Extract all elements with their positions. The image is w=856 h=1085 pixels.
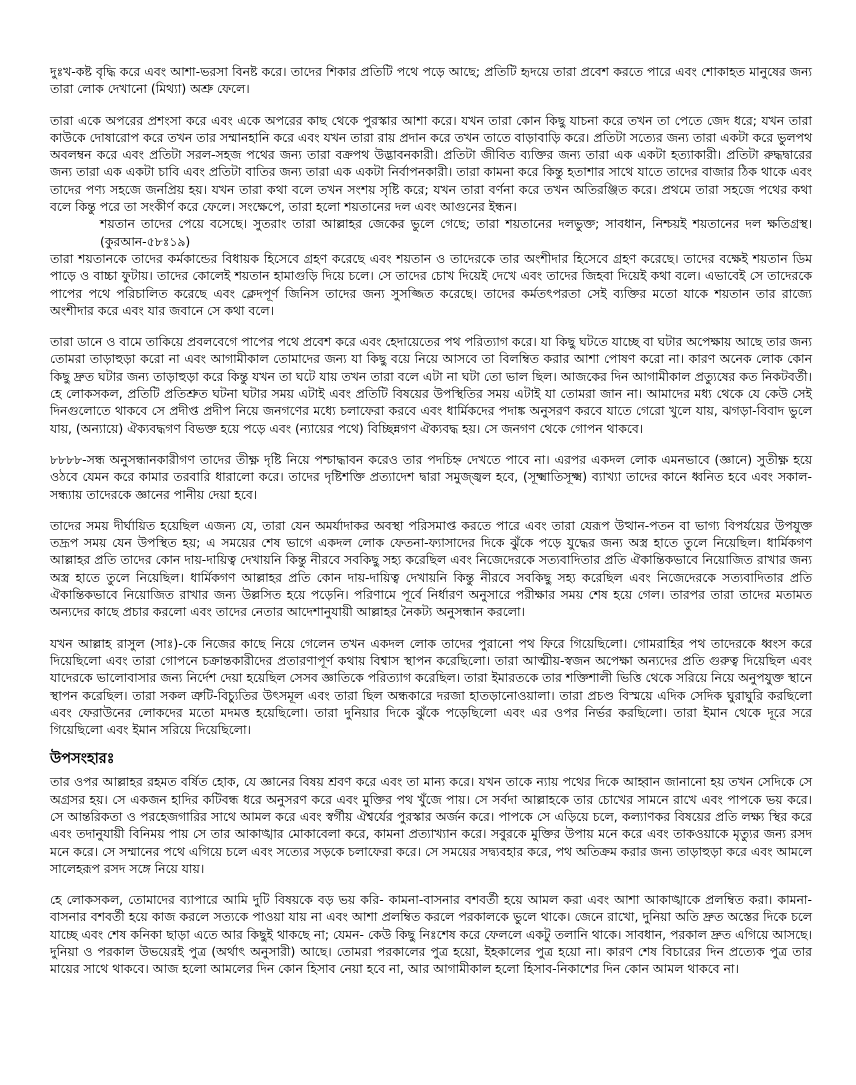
paragraph-9: হে লোকসকল, তোমাদের ব্যাপারে আমি দুটি বিষয়কে বড় ভয় করি- কামনা-বাসনার বশবর্তী হয়ে আমল করা এবং আশা আকাঙ্খাকে প্রলম্বিত করা। কামনা-বাসনার বশবর্তী হয়ে কাজ করলে সত্যকে পাওয়া যায় না এবং আশা প্রলম্বিত করলে পরকালকে ভুলে থাকে। জেনে রাখো, দুনিয়া অতি দ্রুত অস্তের দিকে চলে যাচ্ছে এবং শেষ কনিকা ছাড়া এতে আর কিছুই থাকছে না; যেমন- কেউ কিছু নিঃশেষ করে ফেললে একটু তলানি থাকে। সাবধান, পরকাল দ্রুত এগিয়ে আসছে। দুনিয়া ও পরকাল উভয়েরই পুত্র (অর্থাৎ অনুসারী) আছে। তোমরা পরকালের পুত্র হয়ো, ইহকালের পুত্র হয়ো না। কারণ শেষ বিচারের দিন প্রত্যেক পুত্র তার মায়ের সাথে থাকবে। আজ হলো আমলের দিন কোন হিসাব নেয়া হবে না, আর আগামীকাল হলো হিসাব-নিকাশের দিন কোন আমল থাকবে না। xyxy=(50,892,812,977)
paragraph-2: তারা একে অপরের প্রশংসা করে এবং একে অপরের কাছ থেকে পুরস্কার আশা করে। যখন তারা কোন কিছু যাচনা করে তখন তা পেতে জেদ ধরে; যখন তারা কাউকে দোষারোপ করে তখন তার সম্মানহানি করে এবং যখন তারা রায় প্রদান করে তখন তাতে বাড়াবাড়ি করে। প্রতিটা সত্যের জন্য তারা একটা করে ভুলপথ অবলম্বন করে এবং প্রতিটা সরল-সহজ পথের জন্য তারা বক্রপথ উদ্ভাবনকারী। প্রতিটা জীবিত ব্যক্তির জন্য তারা এক একটা হত্যাকারী। প্রতিটা রুদ্ধদ্বারের জন্য তারা এক একটা চাবি এবং প্রতিটা বাতির জন্য তারা এক একটা নির্বাপনকারী। তারা কামনা করে কিন্তু হতাশার সাথে যাতে তাদের বাজার ঠিক থাকে এবং তাদের পণ্য সহজে জনপ্রিয় হয়। যখন তারা কথা বলে তখন সংশয় সৃষ্টি করে; যখন তারা বর্ণনা করে তখন অতিরঞ্জিত করে। প্রথমে তারা সহজে পথের কথা বলে কিন্তু পরে তা সংকীর্ণ করে ফেলে। সংক্ষেপে, তারা হলো শয়তানের দল এবং আগুনের ইন্ধন। xyxy=(50,112,812,215)
quran-quote: শয়তান তাদের পেয়ে বসেছে। সুতরাং তারা আল্লাহর জেকের ভুলে গেছে; তারা শয়তানের দলভুক্ত; সাবধান, নিশ্চয়ই শয়তানের দল ক্ষতিগ্রস্থ। (কুরআন-৫৮ঃ১৯) xyxy=(100,216,812,249)
paragraph-1: দুঃখ-কষ্ট বৃদ্ধি করে এবং আশা-ভরসা বিনষ্ট করে। তাদের শিকার প্রতিটি পথে পড়ে আছে; প্রতিটি হৃদয়ে তারা প্রবেশ করতে পারে এবং শোকাহত মানুষের জন্য তারা লোক দেখানো (মিথ্যা) অশ্রু ফেলে। xyxy=(50,64,812,97)
paragraph-3: তারা শয়তানকে তাদের কর্মকান্ডের বিধায়ক হিসেবে গ্রহণ করেছে এবং শয়তান ও তাদেরকে তার অংশীদার হিসেবে গ্রহণ করেছে। তাদের বক্ষেই শয়তান ডিম পাড়ে ও বাচ্চা ফুটায়। তাদের কোলেই শয়তান হামাগুড়ি দিয়ে চলে। সে তাদের চোখ দিয়েই দেখে এবং তাদের জিহবা দিয়েই কথা বলে। এভাবেই সে তাদেরকে পাপের পথে পরিচালিত করেছে এবং ক্লেদপূর্ণ জিনিস তাদের জন্য সুসজ্জিত করেছে। তাদের কর্মতৎপরতা সেই ব্যক্তির মতো যাকে শয়তান তার রাজ্যে অংশীদার করে এবং যার জবানে সে কথা বলে। xyxy=(50,250,812,318)
paragraph-6: তাদের সময় দীর্ঘায়িত হয়েছিল এজন্য যে, তারা যেন অমর্যাদাকর অবস্থা পরিসমাপ্ত করতে পারে এবং তারা যেরূপ উত্থান-পতন বা ভাগ্য বিপর্যয়ের উপযুক্ত তদ্রূপ সময় যেন উপস্থিত হয়; এ সময়ের শেষ ভাগে একদল লোক ফেতনা-ফ্যাসাদের দিকে ঝুঁকে পড়ে যুদ্ধের জন্য অস্ত্র হাতে তুলে নিয়েছিল। ধার্মিকগণ আল্লাহর প্রতি তাদের কোন দায়-দায়িত্ব দেখায়নি কিন্তু নীরবে সবকিছু সহ্য করেছিল এবং নিজেদেরকে সত্যবাদিতার প্রতি ঐকান্তিকভাবে নিয়োজিত রাখার জন্য অস্ত্র হাতে তুলে নিয়েছিল। ধার্মিকগণ আল্লাহর প্রতি কোন দায়-দায়িত্ব দেখায়নি কিন্তু নীরবে সবকিছু সহ্য করেছিল এবং নিজেদেরকে সত্যবাদিতার প্রতি ঐকান্তিকভাবে নিয়োজিত রাখার জন্য উল্লসিত হয়ে পড়েনি। পরিণামে পূর্বে নির্ধারণ অনুসারে পরীক্ষার সময় শেষ হয়ে গেল। তারপর তারা তাদের মতামত অন্যদের কাছে প্রচার করলো এবং তাদের নেতার আদেশানুযায়ী আল্লাহর নৈকট্য অনুসন্ধান করলো। xyxy=(50,517,812,620)
conclusion-heading: উপসংহারঃ xyxy=(50,751,115,768)
paragraph-4: তারা ডানে ও বামে তাকিয়ে প্রবলবেগে পাপের পথে প্রবেশ করে এবং হেদায়েতের পথ পরিত্যাগ করে। যা কিছু ঘটতে যাচ্ছে বা ঘটার অপেক্ষায় আছে তার জন্য তোমরা তাড়াহুড়া করো না এবং আগামীকাল তোমাদের জন্য যা কিছু বয়ে নিয়ে আসবে তা বিলম্বিত করার আশা পোষণ করো না। কারণ অনেক লোক কোন কিছু দ্রুত ঘটার জন্য তাড়াহুড়া করে কিন্তু যখন তা ঘটে যায় তখন তারা বলে এটা না ঘটা তো ভাল ছিল। আজকের দিন আগামীকাল প্রত্যুষের কত নিকটবর্তী। হে লোকসকল, প্রতিটি প্রতিশ্রুত ঘটনা ঘটার সময় এটাই এবং প্রতিটি বিষয়ের উপস্থিতির সময় এটাই যা তোমরা জান না। আমাদের মধ্য থেকে যে কেউ সেই দিনগুলোতে থাকবে সে প্রদীপ্ত প্রদীপ নিয়ে জনগণের মধ্যে চলাফেরা করবে এবং ধার্মিকদের পদাঙ্ক অনুসরণ করবে যাতে গেরো খুলে যায়, ঝগড়া-বিবাদ ভুলে যায়, (অন্যায়ে) ঐক্যবদ্ধগণ বিভক্ত হয়ে পড়ে এবং (ন্যায়ের পথে) বিচ্ছিন্নগণ ঐক্যবদ্ধ হয়। সে জনগণ থেকে গোপন থাকবে। xyxy=(50,334,812,436)
paragraph-5: ৮৮৮৮-সন্ধ অনুসন্ধানকারীগণ তাদের তীক্ষ্ণ দৃষ্টি নিয়ে পশ্চাদ্ধাবন করেও তার পদচিহ্ন দেখতে পাবে না। এরপর একদল লোক এমনভাবে (জ্ঞানে) সুতীক্ষ্ণ হয়ে ওঠবে যেমন করে কামার তরবারি ধারালো করে। তাদের দৃষ্টিশক্তি প্রত্যাদেশ দ্বারা সমুজ্জ্বল হবে, (সূক্ষ্মাতিসূক্ষ্ম) ব্যাখ্যা তাদের কানে ধ্বনিত হবে এবং সকাল-সন্ধ্যায় তাদেরকে জ্ঞানের পানীয় দেয়া হবে। xyxy=(50,451,812,502)
paragraph-7: যখন আল্লাহ রাসুল (সাঃ)-কে নিজের কাছে নিয়ে গেলেন তখন একদল লোক তাদের পুরানো পথ ফিরে গিয়েছিলো। গোমরাহির পথ তাদেরকে ধ্বংস করে দিয়েছিলো এবং তারা গোপনে চক্রান্তকারীদের প্রতারণাপূর্ণ কথায় বিশ্বাস স্থাপন করেছিলো। তারা আত্মীয়-স্বজন অপেক্ষা অন্যদের প্রতি গুরুত্ব দিয়েছিল এবং যাদেরকে ভালোবাসার জন্য নির্দেশ দেয়া হয়েছিল সেসব জ্ঞাতিকে পরিত্যাগ করেছিল। তারা ইমারতকে তার শক্তিশালী ভিত্তি থেকে সরিয়ে নিয়ে অনুপযুক্ত স্থানে স্থাপন করেছিল। তারা সকল ত্রুটি-বিচ্যুতির উৎসমূল এবং তারা ছিল অন্ধকারে দরজা হাতড়ানোওয়ালা। তারা প্রচণ্ড বিস্ময়ে এদিক সেদিক ঘুরাঘুরি করছিলো এবং ফেরাউনের লোকদের মতো মদমত্ত হয়েছিলো। তারা দুনিয়ার দিকে ঝুঁকে পড়েছিলো এবং এর ওপর নির্ভর করছিলো। তারা ইমান থেকে দূরে সরে গিয়েছিলো এবং ইমান সরিয়ে দিয়েছিলো। xyxy=(50,635,812,738)
paragraph-8: তার ওপর আল্লাহর রহমত বর্ষিত হোক, যে জ্ঞানের বিষয় শ্রবণ করে এবং তা মান্য করে। যখন তাকে ন্যায় পথের দিকে আহ্বান জানানো হয় তখন সেদিকে সে অগ্রসর হয়। সে একজন হাদির কটিবন্ধ ধরে অনুসরণ করে এবং মুক্তির পথ খুঁজে পায়। সে সর্বদা আল্লাহকে তার চোখের সামনে রাখে এবং পাপকে ভয় করে। সে আন্তরিকতা ও পরহেজগারির সাথে আমল করে এবং স্বর্গীয় ঐশ্বর্যের পুরস্কার অর্জন করে। পাপকে সে এড়িয়ে চলে, কল্যাণকর বিষয়ের প্রতি লক্ষ্য স্থির করে এবং তদানুযায়ী বিনিময় পায় সে তার আকাঙ্খার মোকাবেলা করে, কামনা প্রত্যাখ্যান করে। সবুরকে মুক্তির উপায় মনে করে এবং তাকওয়াকে মৃত্যুর জন্য রসদ মনে করে। সে সম্মানের পথে এগিয়ে চলে এবং সত্যের সড়কে চলাফেরা করে। সে সময়ের সদ্ব্যবহার করে, পথ অতিক্রম করার জন্য তাড়াহুড়া করে এবং আমলে সালেহরূপ রসদ সঙ্গে নিয়ে যায়। xyxy=(50,774,813,876)
